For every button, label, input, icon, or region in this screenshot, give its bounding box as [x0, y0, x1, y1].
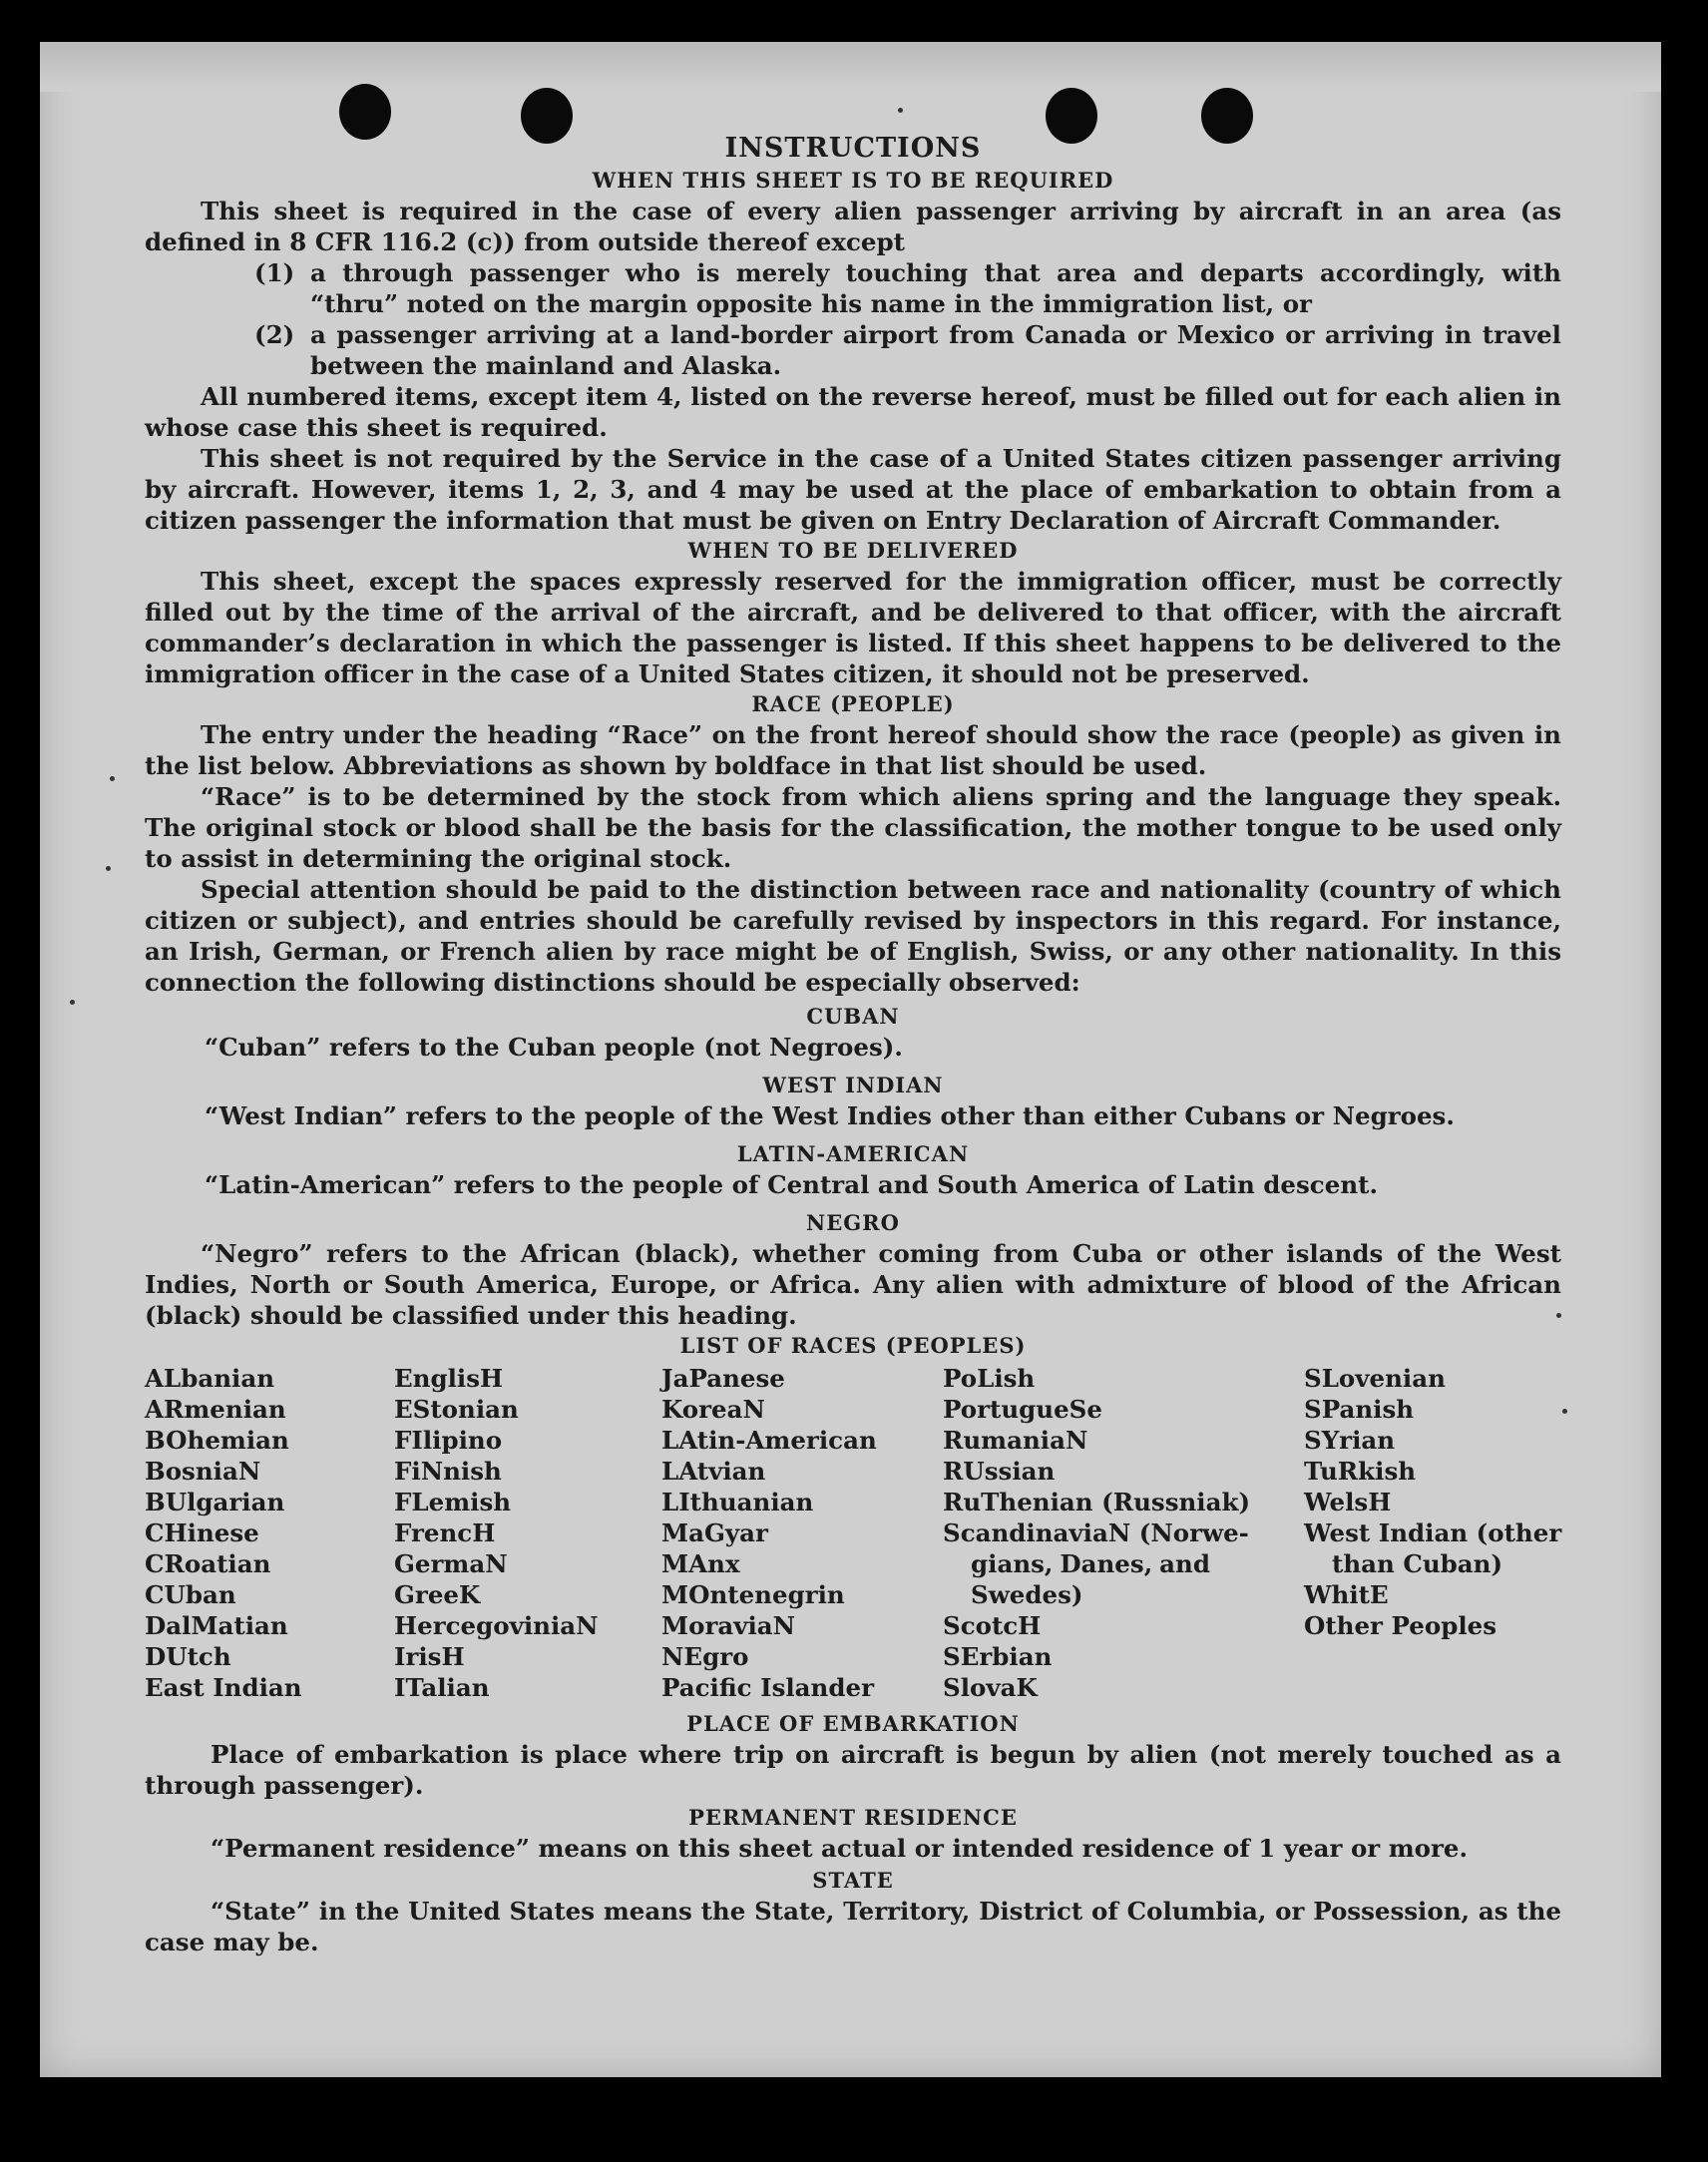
- speck: [106, 866, 111, 871]
- race-entry: WelsH: [1304, 1488, 1392, 1516]
- word: Danes,: [1060, 1549, 1153, 1578]
- speck: [1562, 1409, 1567, 1414]
- paragraph: “Cuban” refers to the Cuban people (not Negroes).: [205, 1033, 903, 1062]
- race-entry: MOntenegrin: [661, 1580, 845, 1609]
- race-entry: BosniaN: [145, 1457, 261, 1486]
- word: gians,: [971, 1549, 1054, 1578]
- race-entry: HercegoviniaN: [394, 1611, 599, 1640]
- speck: [70, 1000, 75, 1005]
- race-entry: RumaniaN: [943, 1426, 1088, 1455]
- race-entry-continued: than Cuban): [1332, 1549, 1503, 1578]
- race-entry: PoLish: [943, 1364, 1036, 1393]
- race-entry: West Indian (other: [1304, 1518, 1562, 1547]
- race-column: [1304, 1363, 1561, 1703]
- race-entry-continued: [943, 1548, 1210, 1579]
- race-entry: LAtvian: [661, 1457, 766, 1486]
- race-entry: JaPanese: [661, 1364, 785, 1393]
- exception-item: [254, 257, 1561, 319]
- paragraph: This sheet is required in the case of every alien passenger arriving by aircraft in an area (as defined in 8 CFR 116.2 (c)) from outside thereof except: [145, 197, 1561, 256]
- race-entry: FrencH: [394, 1518, 496, 1547]
- race-entry: GreeK: [394, 1580, 481, 1609]
- exception-item: [254, 319, 1561, 381]
- race-entry: SErbian: [943, 1642, 1053, 1671]
- race-entry: BUlgarian: [145, 1488, 285, 1516]
- section-heading: LIST OF RACES (PEOPLES): [679, 1333, 1027, 1358]
- paragraph: “West Indian” refers to the people of the West Indies other than either Cubans or Negroes.: [205, 1101, 1455, 1130]
- race-column: [394, 1363, 661, 1703]
- page-title: INSTRUCTIONS: [724, 133, 982, 164]
- race-entry: ScotcH: [943, 1611, 1042, 1640]
- section-heading: CUBAN: [806, 1004, 900, 1029]
- paragraph: The entry under the heading “Race” on the front hereof should show the race (people) as given in the list below. Abbreviations as shown by boldface in that list should be used.: [145, 720, 1561, 780]
- paragraph: This sheet, except the spaces expressly reserved for the immigration officer, must be correctly filled out by the time of the arrival of the aircraft, and be delivered to that officer, with the aircraft commander’s declaration in which the passenger is listed. If this sheet happens to be delivered to the immigration officer in the case of a United States citizen, it should not be preserved.: [145, 567, 1561, 688]
- item-number: (2): [254, 320, 295, 349]
- race-entry: PortugueSe: [943, 1395, 1102, 1424]
- item-number: (1): [254, 258, 295, 287]
- paragraph: This sheet is not required by the Service in the case of a United States citizen passenger arriving by aircraft. However, items 1, 2, 3, and 4 may be used at the place of embarkation to obtain from a citizen passenger the information that must be given on Entry Declaration of Aircraft Commander.: [145, 444, 1561, 535]
- race-entry: GermaN: [394, 1549, 508, 1578]
- page-top-shading: [40, 42, 1661, 92]
- section-heading: PERMANENT RESIDENCE: [688, 1805, 1018, 1830]
- race-entry: FLemish: [394, 1488, 512, 1516]
- race-entry: East Indian: [145, 1673, 302, 1702]
- race-entry-continued: Swedes): [971, 1580, 1083, 1609]
- race-entry: CUban: [145, 1580, 236, 1609]
- race-entry: SYrian: [1304, 1426, 1396, 1455]
- race-entry: Other Peoples: [1304, 1611, 1497, 1640]
- race-entry: RuThenian (Russniak): [943, 1488, 1251, 1516]
- race-entry: SlovaK: [943, 1673, 1038, 1702]
- race-entry: Pacific Islander: [661, 1673, 874, 1702]
- race-entry: ScandinaviaN (Norwe-: [943, 1518, 1249, 1547]
- paragraph: “Latin-American” refers to the people of Central and South America of Latin descent.: [205, 1170, 1378, 1199]
- race-entry: MaGyar: [661, 1518, 768, 1547]
- race-entry: NEgro: [661, 1642, 749, 1671]
- race-entry: TuRkish: [1304, 1457, 1417, 1486]
- section-heading: RACE (PEOPLE): [751, 691, 955, 716]
- race-column: [661, 1363, 943, 1703]
- speck: [898, 108, 903, 113]
- race-entry: BOhemian: [145, 1426, 289, 1455]
- instructions-body: [145, 132, 1561, 1957]
- paragraph: “Negro” refers to the African (black), whether coming from Cuba or other islands of the West Indies, North or South America, Europe, or Africa. Any alien with admixture of blood of the African (black) should be classified under this heading.: [145, 1239, 1561, 1330]
- race-entry: MAnx: [661, 1549, 740, 1578]
- race-list: [145, 1363, 1561, 1703]
- race-entry: FiNnish: [394, 1457, 502, 1486]
- word: and: [1159, 1549, 1210, 1578]
- item-text: a through passenger who is merely touching that area and departs accordingly, with “thru” noted on the margin opposite his name in the immigration list, or: [310, 258, 1561, 318]
- race-entry: ITalian: [394, 1673, 490, 1702]
- race-entry: ARmenian: [145, 1395, 286, 1424]
- race-entry: LAtin-American: [661, 1426, 877, 1455]
- race-entry: SLovenian: [1304, 1364, 1446, 1393]
- race-column: [145, 1363, 394, 1703]
- race-entry: ALbanian: [145, 1364, 275, 1393]
- race-entry: CRoatian: [145, 1549, 271, 1578]
- race-entry: WhitE: [1304, 1580, 1389, 1609]
- section-heading: NEGRO: [806, 1210, 900, 1235]
- race-entry: EStonian: [394, 1395, 519, 1424]
- paragraph: All numbered items, except item 4, listed on the reverse hereof, must be filled out for each alien in whose case this sheet is required.: [145, 382, 1561, 442]
- paragraph: “Race” is to be determined by the stock from which aliens spring and the language they speak. The original stock or blood shall be the basis for the classification, the mother tongue to be used only to assist in determining the original stock.: [145, 782, 1561, 873]
- race-entry: IrisH: [394, 1642, 465, 1671]
- paragraph: “State” in the United States means the State, Territory, District of Columbia, or Possession, as the case may be.: [145, 1897, 1561, 1956]
- race-entry: RUssian: [943, 1457, 1056, 1486]
- item-text: a passenger arriving at a land-border airport from Canada or Mexico or arriving in travel between the mainland and Alaska.: [310, 320, 1561, 380]
- speck: [110, 776, 115, 781]
- race-entry: DalMatian: [145, 1611, 288, 1640]
- paragraph: “Permanent residence” means on this sheet actual or intended residence of 1 year or more.: [211, 1834, 1469, 1863]
- race-entry: CHinese: [145, 1518, 259, 1547]
- paragraph: Special attention should be paid to the distinction between race and nationality (country of which citizen or subject), and entries should be carefully revised by inspectors in this regard. For instance, an Irish, German, or French alien by race might be of English, Swiss, or any other nationality. In this connection the following distinctions should be especially observed:: [145, 875, 1561, 997]
- race-entry: DUtch: [145, 1642, 231, 1671]
- race-column: [943, 1363, 1304, 1703]
- race-entry: KoreaN: [661, 1395, 765, 1424]
- section-heading: STATE: [812, 1868, 894, 1893]
- section-heading: WHEN TO BE DELIVERED: [687, 538, 1019, 563]
- section-heading: LATIN-AMERICAN: [736, 1141, 970, 1166]
- paragraph: Place of embarkation is place where trip on aircraft is begun by alien (not merely touched as a through passenger).: [145, 1740, 1561, 1800]
- race-entry: MoraviaN: [661, 1611, 796, 1640]
- section-heading: WEST INDIAN: [762, 1073, 944, 1097]
- race-entry: EnglisH: [394, 1364, 504, 1393]
- race-entry: SPanish: [1304, 1395, 1415, 1424]
- section-heading: WHEN THIS SHEET IS TO BE REQUIRED: [592, 168, 1114, 193]
- race-entry: LIthuanian: [661, 1488, 814, 1516]
- section-heading: PLACE OF EMBARKATION: [686, 1711, 1020, 1736]
- race-entry: FIlipino: [394, 1426, 503, 1455]
